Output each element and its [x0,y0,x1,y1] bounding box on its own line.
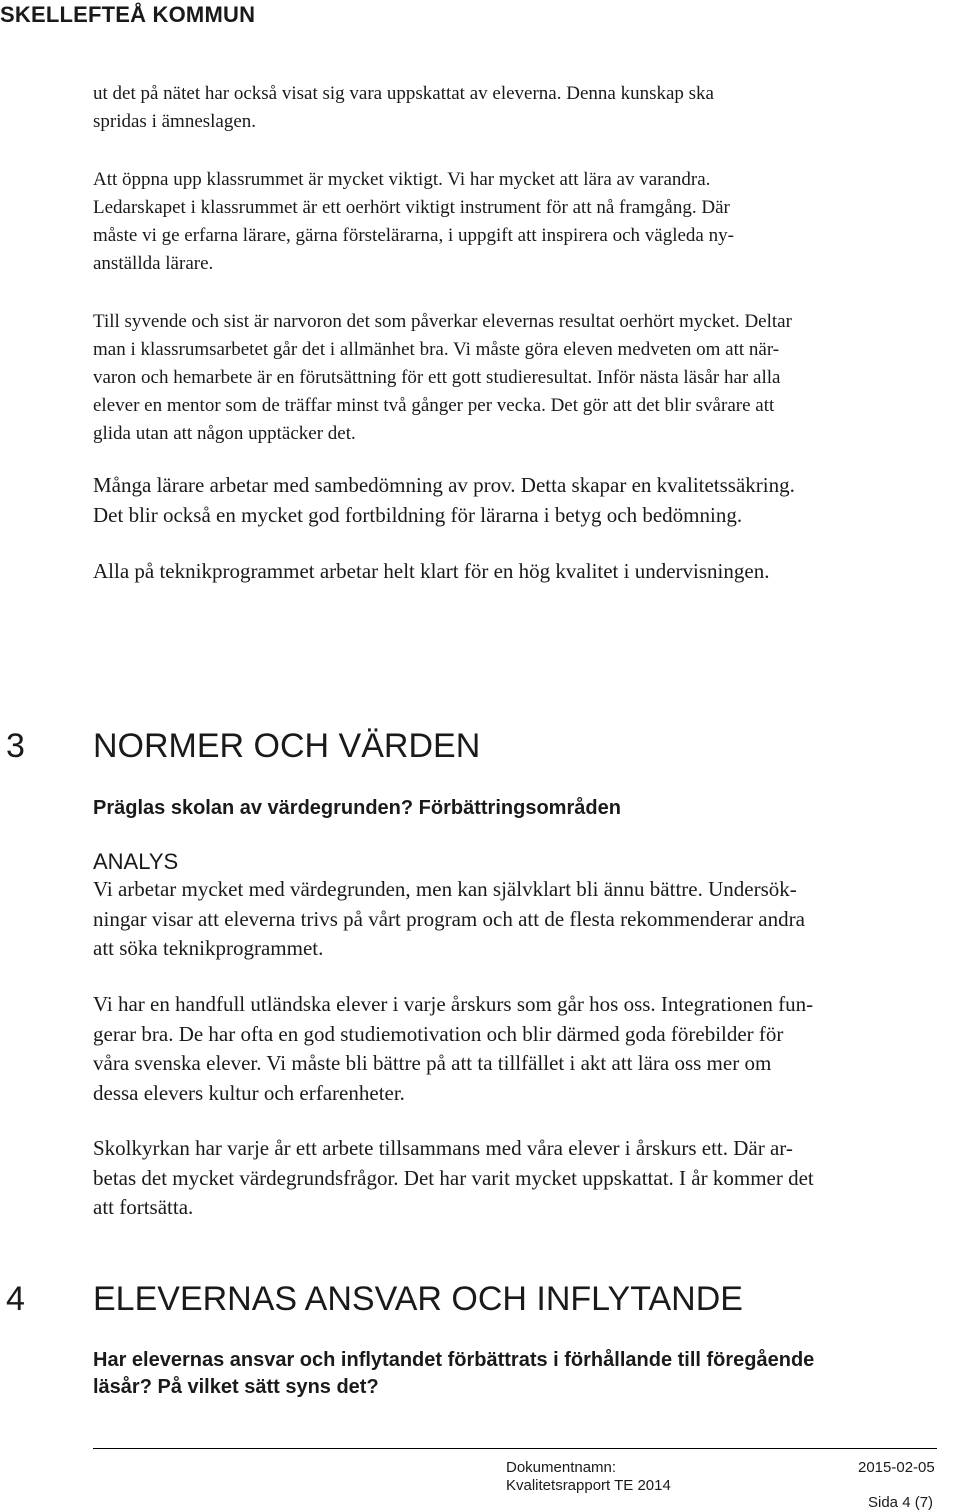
footer-date: 2015-02-05 [858,1459,935,1476]
text-line: spridas i ämneslagen. [93,111,257,132]
section-heading-3 [6,726,480,766]
text-line: Det blir också en mycket god fortbildning för lärarna i betyg och bedömning. [93,502,743,527]
footer-divider [93,1448,937,1449]
paragraph [93,471,929,530]
paragraph [93,308,929,448]
section-heading-4 [6,1279,743,1319]
section-title: ELEVERNAS ANSVAR OCH INFLYTANDE [93,1280,743,1318]
paragraph [93,80,929,136]
text-line: att fortsätta. [93,1195,194,1219]
text-line: att söka teknikprogrammet. [93,936,324,960]
text-line: måste vi ge erfarna lärare, gärna förstelärarna, i uppgift att inspirera och vägleda ny- [93,225,734,246]
footer-page-number: Sida 4 (7) [868,1494,934,1511]
text-line: läsår? På vilket sätt syns det? [93,1376,379,1398]
text-line: varon och hemarbete är en förutsättning för ett gott studieresultat. Inför nästa läsår har alla [93,367,781,388]
text-line: Många lärare arbetar med sambedömning av prov. Detta skapar en kvalitetssäkring. [93,473,795,497]
section-question [93,795,933,822]
text-line: våra svenska elever. Vi måste bli bättre på att ta tillfället i akt att lära oss mer om [93,1051,772,1075]
paragraph [93,990,929,1108]
text-line: elever en mentor som de träffar minst två gånger per vecka. Det gör att det blir svårare att [93,395,775,416]
text-line: Skolkyrkan har varje år ett arbete tillsammans med våra elever i årskurs ett. Där ar- [93,1136,793,1160]
paragraph [93,166,929,278]
text-line: Ledarskapet i klassrummet är ett oerhört viktigt instrument för att nå framgång. Där [93,197,730,218]
section-number: 4 [6,1280,25,1318]
section-number: 3 [6,727,25,765]
footer-doc-name: Kvalitetsrapport TE 2014 [506,1477,671,1494]
paragraph [93,875,929,964]
text-line: man i klassrumsarbetet går det i allmänhet bra. Vi måste göra eleven medveten om att när- [93,339,780,360]
text-line: Vi har en handfull utländska elever i varje årskurs som går hos oss. Integrationen fun- [93,992,814,1016]
section-title: NORMER OCH VÄRDEN [93,727,481,765]
text-line: anställda lärare. [93,253,214,274]
paragraph [93,1134,929,1223]
text-line: Vi arbetar mycket med värdegrunden, men kan självklart bli ännu bättre. Undersök- [93,877,797,901]
text-line: Att öppna upp klassrummet är mycket viktigt. Vi har mycket att lära av varandra. [93,169,711,190]
text-line: ningar visar att eleverna trivs på vårt program och att de flesta rekommenderar andra [93,906,805,931]
section-question [93,1347,933,1401]
text-line: dessa elevers kultur och erfarenheter. [93,1080,405,1105]
text-line: gerar bra. De har ofta en god studiemotivation och blir därmed goda förebilder för [93,1021,784,1046]
text-line: Har elevernas ansvar och inflytandet förbättrats i förhållande till föregående [93,1349,815,1371]
text-line: Till syvende och sist är narvoron det som påverkar elevernas resultat oerhört mycket. Deltar [93,311,792,332]
text-line: Alla på teknikprogrammet arbetar helt klart för en hög kvalitet i undervisningen. [93,559,770,583]
analys-label: ANALYS [93,849,179,874]
footer-doc-label: Dokumentnamn: [506,1459,617,1476]
header-title: SKELLEFTEÅ KOMMUN [0,2,256,27]
text-line: ut det på nätet har också visat sig vara uppskattat av eleverna. Denna kunskap ska [93,83,714,104]
text-line: Präglas skolan av värdegrunden? Förbättringsområden [93,797,621,819]
paragraph [93,557,929,587]
text-line: betas det mycket värdegrundsfrågor. Det har varit mycket uppskattat. I år kommer det [93,1165,814,1190]
text-line: glida utan att någon upptäcker det. [93,423,356,444]
